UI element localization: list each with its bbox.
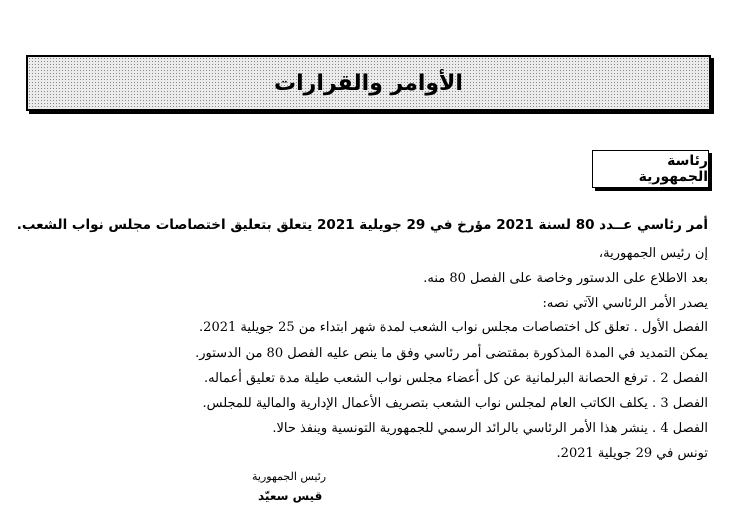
signature-name: قيس سعيّد xyxy=(258,489,323,503)
order-line-issues: يصدر الأمر الرئاسي الآتي نصه: xyxy=(542,296,708,311)
order-line-president: إن رئيس الجمهورية، xyxy=(598,246,708,261)
order-line-date: تونس في 29 جويلية 2021. xyxy=(556,446,708,461)
banner-title: الأوامر والقرارات xyxy=(274,70,463,96)
section-banner xyxy=(26,55,711,111)
order-line-article-3: الفصل 3 . يكلف الكاتب العام لمجلس نواب الشعب بتصريف الأعمال الإدارية والمالية للمجلس. xyxy=(202,396,708,411)
order-line-extension: يمكن التمديد في المدة المذكورة بمقتضى أمر رئاسي وفق ما ينص عليه الفصل 80 من الدستور. xyxy=(195,346,708,361)
order-line-article-2: الفصل 2 . ترفع الحصانة البرلمانية عن كل أعضاء مجلس نواب الشعب طيلة مدة تعليق أعماله. xyxy=(203,371,708,386)
order-line-constitution: بعد الاطلاع على الدستور وخاصة على الفصل 80 منه. xyxy=(423,271,708,286)
issuing-authority-label: رئاسة الجمهورية xyxy=(638,153,708,185)
order-line-article-4: الفصل 4 . ينشر هذا الأمر الرئاسي بالرائد الرسمي للجمهورية التونسية وينفذ حالا. xyxy=(272,421,708,436)
order-title: أمر رئاسي عــدد 80 لسنة 2021 مؤرخ في 29 جويلية 2021 يتعلق بتعليق اختصاصات مجلس نواب الشعب. xyxy=(16,217,708,233)
order-line-article-1: الفصل الأول . تعلق كل اختصاصات مجلس نواب الشعب لمدة شهر ابتداء من 25 جويلية 2021. xyxy=(199,320,708,335)
issuing-authority-box xyxy=(592,150,709,188)
signature-title: رئيس الجمهورية xyxy=(252,470,327,483)
